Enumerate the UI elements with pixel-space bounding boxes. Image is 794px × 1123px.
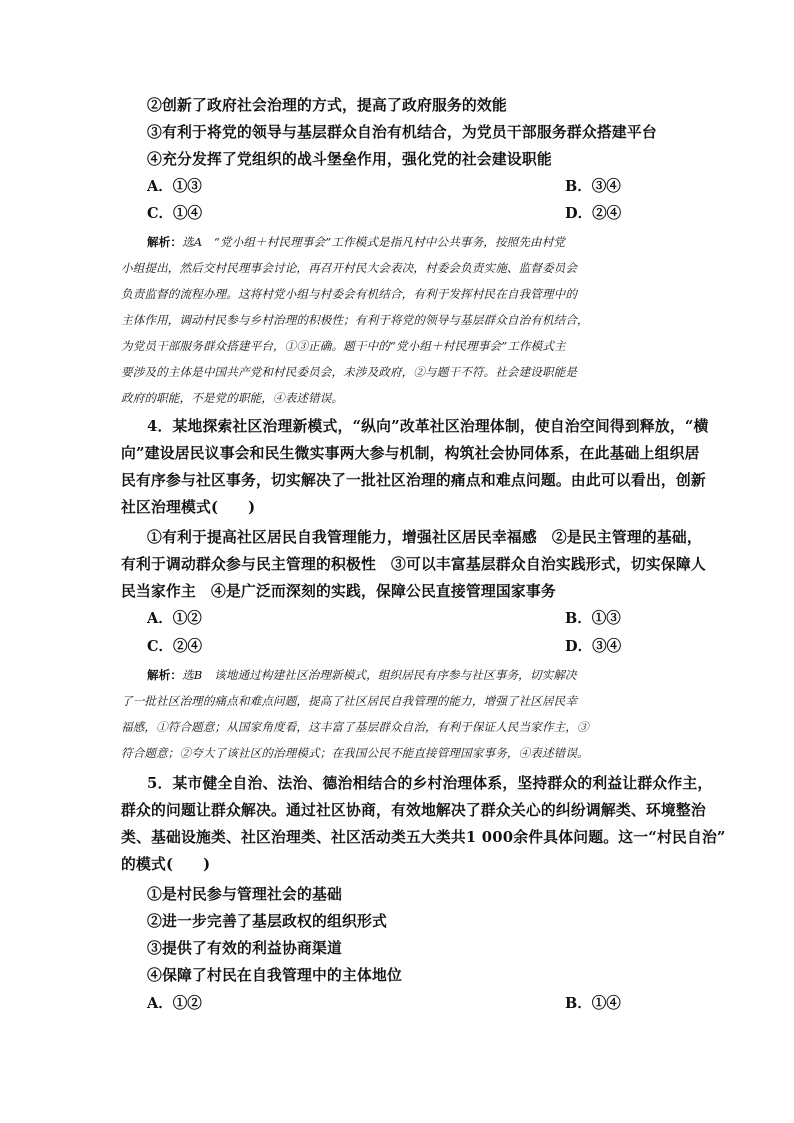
q3-options-row-1 [147,176,677,198]
q3-option-b: B．③④ [565,178,621,195]
q4-items-line-1: ①有利于提高社区居民自我管理能力，增强社区居民幸福感 ②是民主管理的基础， [147,529,702,546]
q4-analysis-line-1: 解析：选B 该地通过构建社区治理新模式，组织居民有序参与社区事务，切实解决 [147,668,577,682]
q3-options-row-2 [147,203,677,225]
q3-analysis-line-3: 负责监督的流程办理。这将村党小组与村委会有机结合，有利于发挥村民在自我管理中的 [121,287,578,301]
q4-stem-line-3: 民有序参与社区事务，切实解决了一批社区治理的痛点和难点问题。由此可以看出，创新 [121,472,706,489]
q3-option-c: C．①④ [147,205,203,222]
q3-item-2: ②创新了政府社会治理的方式，提高了政府服务的效能 [147,97,507,114]
q5-stem-line-1: 5．某市健全自治、法治、德治相结合的乡村治理体系，坚持群众的利益让群众作主， [147,775,713,792]
q3-analysis-line-5: 为党员干部服务群众搭建平台，①③正确。题干中的“党小组＋村民理事会”工作模式主 [121,339,566,353]
q3-option-a: A．①③ [147,178,202,195]
q4-items-line-3: 民当家作主 ④是广泛而深刻的实践，保障公民直接管理国家事务 [121,583,556,600]
q4-options-row-1 [147,608,677,630]
q4-analysis-label: 解析： [147,668,183,682]
q4-option-a: A．①② [147,610,202,627]
q5-stem-line-2: 群众的问题让群众解决。通过社区协商，有效地解决了群众关心的纠纷调解类、环境整治 [121,802,706,819]
q4-analysis-line-2: 了一批社区治理的痛点和难点问题，提高了社区居民自我管理的能力，增强了社区居民幸 [121,694,578,708]
q4-stem-line-1: 4．某地探索社区治理新模式，“纵向”改革社区治理体制，使自治空间得到释放，“横 [147,418,709,435]
q3-item-3: ③有利于将党的领导与基层群众自治有机结合，为党员干部服务群众搭建平台 [147,124,657,141]
q5-option-b: B．①④ [565,995,621,1012]
q5-item-3: ③提供了有效的利益协商渠道 [147,940,342,957]
q5-item-2: ②进一步完善了基层政权的组织形式 [147,913,387,930]
q3-analysis-line-4: 主体作用，调动村民参与乡村治理的积极性；有利于将党的领导与基层群众自治有机结合， [121,313,589,327]
q4-analysis-line-4: 符合题意；②夸大了该社区的治理模式；在我国公民不能直接管理国家事务，④表述错误。 [121,746,589,760]
q4-stem-line-4: 社区治理模式( ) [121,499,256,516]
q5-stem-line-3: 类、基础设施类、社区治理类、社区活动类五大类共1 000余件具体问题。这一“村民自治” [121,829,726,846]
q5-option-a: A．①② [147,995,202,1012]
q3-analysis-line-1: 解析：选A “党小组＋村民理事会”工作模式是指凡村中公共事务，按照先由村党 [147,235,566,249]
q3-analysis-line-6: 要涉及的主体是中国共产党和村民委员会，未涉及政府，②与题干不符。社会建设职能是 [121,365,578,379]
q5-item-4: ④保障了村民在自我管理中的主体地位 [147,967,402,984]
q4-option-b: B．①③ [565,610,621,627]
q3-analysis-line-2: 小组提出，然后交村民理事会讨论，再召开村民大会表决，村委会负责实施、监督委员会 [121,261,578,275]
q4-analysis-line-3: 福感，①符合题意；从国家角度看，这丰富了基层群众自治，有利于保证人民当家作主，③ [121,720,589,734]
q4-option-c: C．②④ [147,638,203,655]
q4-items-line-2: 有利于调动群众参与民主管理的积极性 ③可以丰富基层群众自治实践形式，切实保障人 [121,556,706,573]
q5-stem-line-4: 的模式( ) [121,856,211,873]
q3-analysis-label: 解析： [147,235,183,249]
q4-stem-line-2: 向”建设居民议事会和民生微实事两大参与机制，构筑社会协同体系，在此基础上组织居 [121,445,700,462]
q3-analysis-line-7: 政府的职能，不是党的职能，④表述错误。 [121,391,344,405]
q5-item-1: ①是村民参与管理社会的基础 [147,886,342,903]
q3-option-d: D．②④ [565,205,622,222]
q4-options-row-2 [147,636,677,658]
q3-item-4: ④充分发挥了党组织的战斗堡垒作用，强化党的社会建设职能 [147,151,552,168]
q4-option-d: D．③④ [565,638,622,655]
q5-options-row-1 [147,993,677,1015]
